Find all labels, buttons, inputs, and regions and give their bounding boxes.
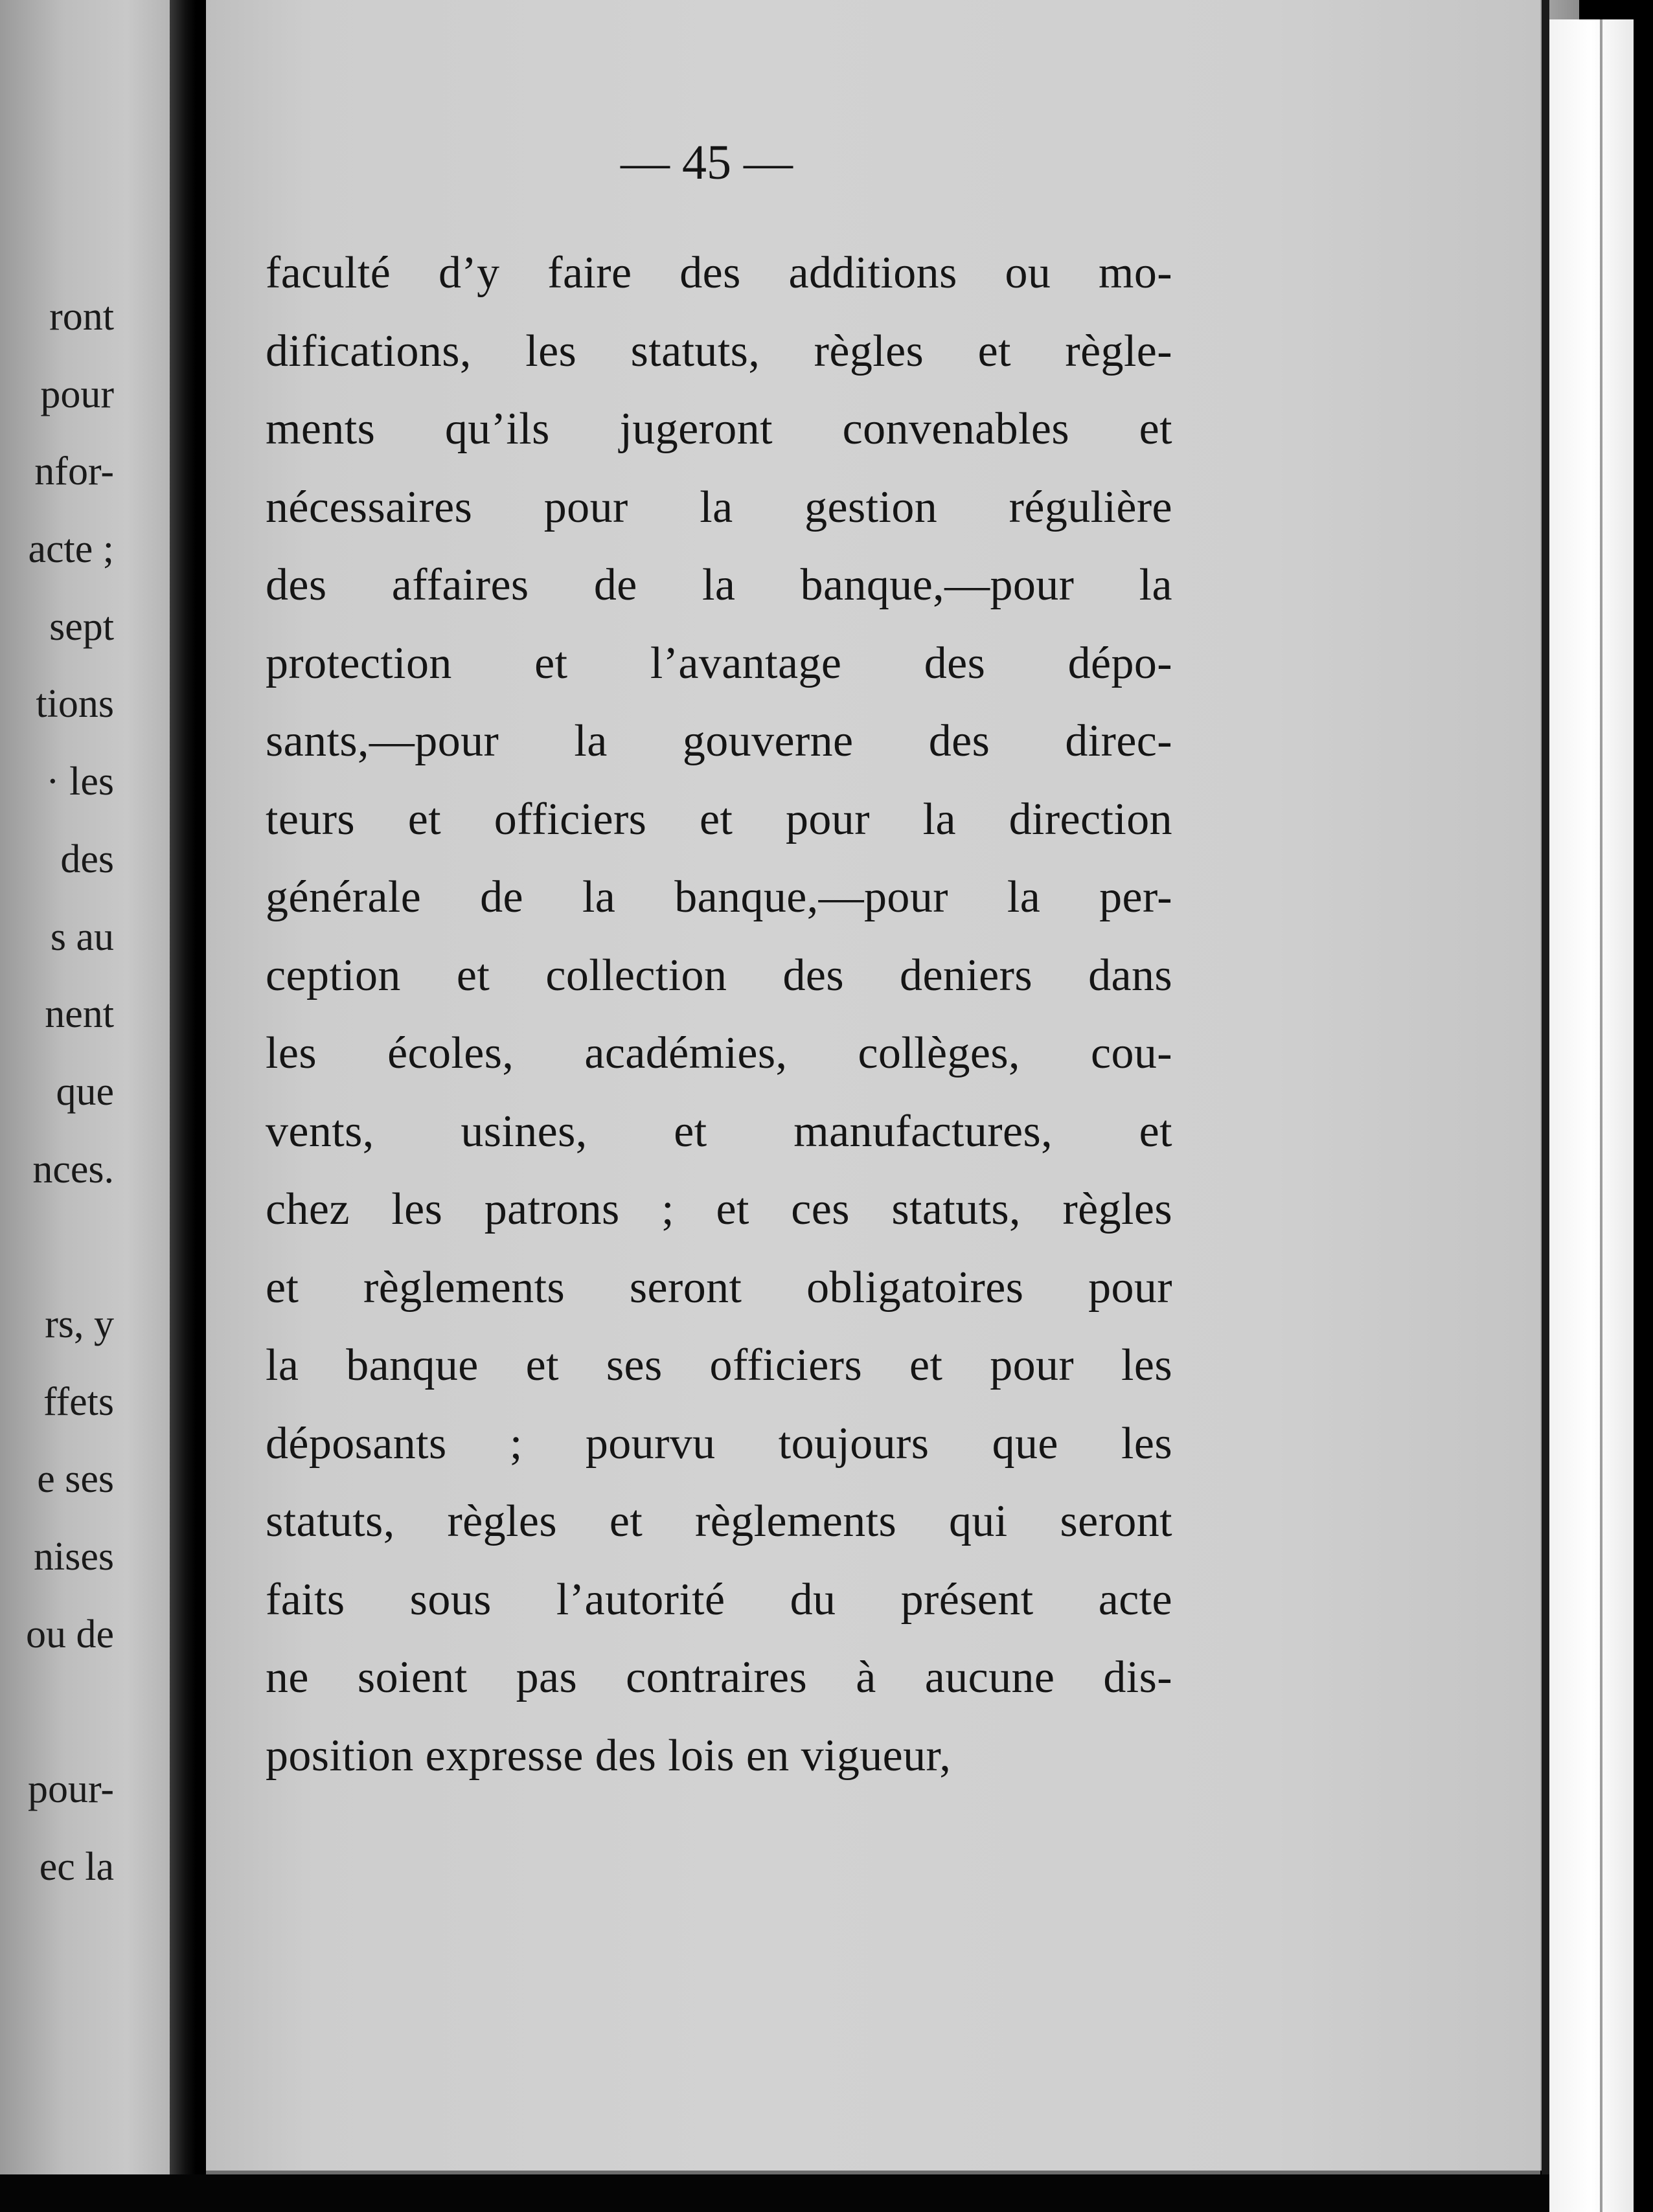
text-line: ception et collection des deniers dans [266, 950, 1172, 1000]
facing-line [0, 1673, 114, 1751]
facing-line: nces. [32, 1147, 114, 1191]
facing-line: tions [36, 682, 114, 727]
text-line: protection et l’avantage des dépo- [266, 638, 1172, 688]
text-line: ments qu’ils jugeront convenables et [266, 404, 1172, 454]
facing-line: que [56, 1069, 114, 1114]
text-line: la banque et ses officiers et pour les [266, 1340, 1172, 1390]
page-stack-line [1600, 19, 1602, 2212]
page-stack-edge [1549, 19, 1634, 2212]
facing-line [0, 1208, 114, 1286]
facing-line: s au [50, 914, 114, 959]
facing-line: ec la [39, 1844, 114, 1889]
text-line: des affaires de la banque,—pour la [266, 560, 1172, 610]
facing-line: des [60, 837, 114, 881]
text-line: position expresse des lois en vigueur, [266, 1730, 952, 1781]
facing-line: sept [49, 604, 114, 649]
facing-line: · les [45, 760, 114, 804]
text-line: faits sous l’autorité du présent acte [266, 1574, 1172, 1625]
text-line: teurs et officiers et pour la direction [266, 794, 1172, 844]
facing-line: rs, y [45, 1302, 114, 1346]
text-line: faculté d’y faire des additions ou mo- [266, 248, 1172, 298]
text-line: nécessaires pour la gestion régulière [266, 482, 1172, 532]
text-line: chez les patrons ; et ces statuts, règles [266, 1184, 1172, 1234]
facing-page-left [0, 0, 181, 2212]
facing-line: ront [49, 295, 114, 339]
text-line: les écoles, académies, collèges, cou- [266, 1028, 1172, 1078]
facing-line: pour [40, 372, 114, 416]
scan-bottom-border [0, 2174, 1549, 2212]
book-spine-shadow [170, 0, 196, 2212]
text-line: vents, usines, et manufactures, et [266, 1106, 1172, 1157]
text-line: difications, les statuts, règles et règle- [266, 326, 1172, 376]
facing-line: ou de [25, 1612, 114, 1656]
facing-line: e ses [37, 1457, 114, 1502]
facing-page-text [0, 278, 114, 1906]
facing-line: acte ; [28, 527, 114, 572]
facing-line: pour- [27, 1767, 114, 1812]
facing-line: nent [45, 992, 114, 1037]
text-line: déposants ; pourvu toujours que les [266, 1418, 1172, 1469]
text-line: statuts, règles et règlements qui seront [266, 1496, 1172, 1546]
page-number: — 45 — [621, 135, 793, 190]
body-text [266, 234, 1172, 1795]
text-line: sants,—pour la gouverne des direc- [266, 716, 1172, 766]
facing-line: nises [34, 1535, 114, 1579]
text-line: générale de la banque,—pour la per- [266, 872, 1172, 922]
text-line: ne soient pas contraires à aucune dis- [266, 1653, 1172, 1702]
facing-line: nfor- [34, 449, 114, 494]
facing-line: ffets [43, 1379, 114, 1424]
right-gutter [1542, 0, 1549, 2212]
text-line: et règlements seront obligatoires pour [266, 1262, 1172, 1313]
